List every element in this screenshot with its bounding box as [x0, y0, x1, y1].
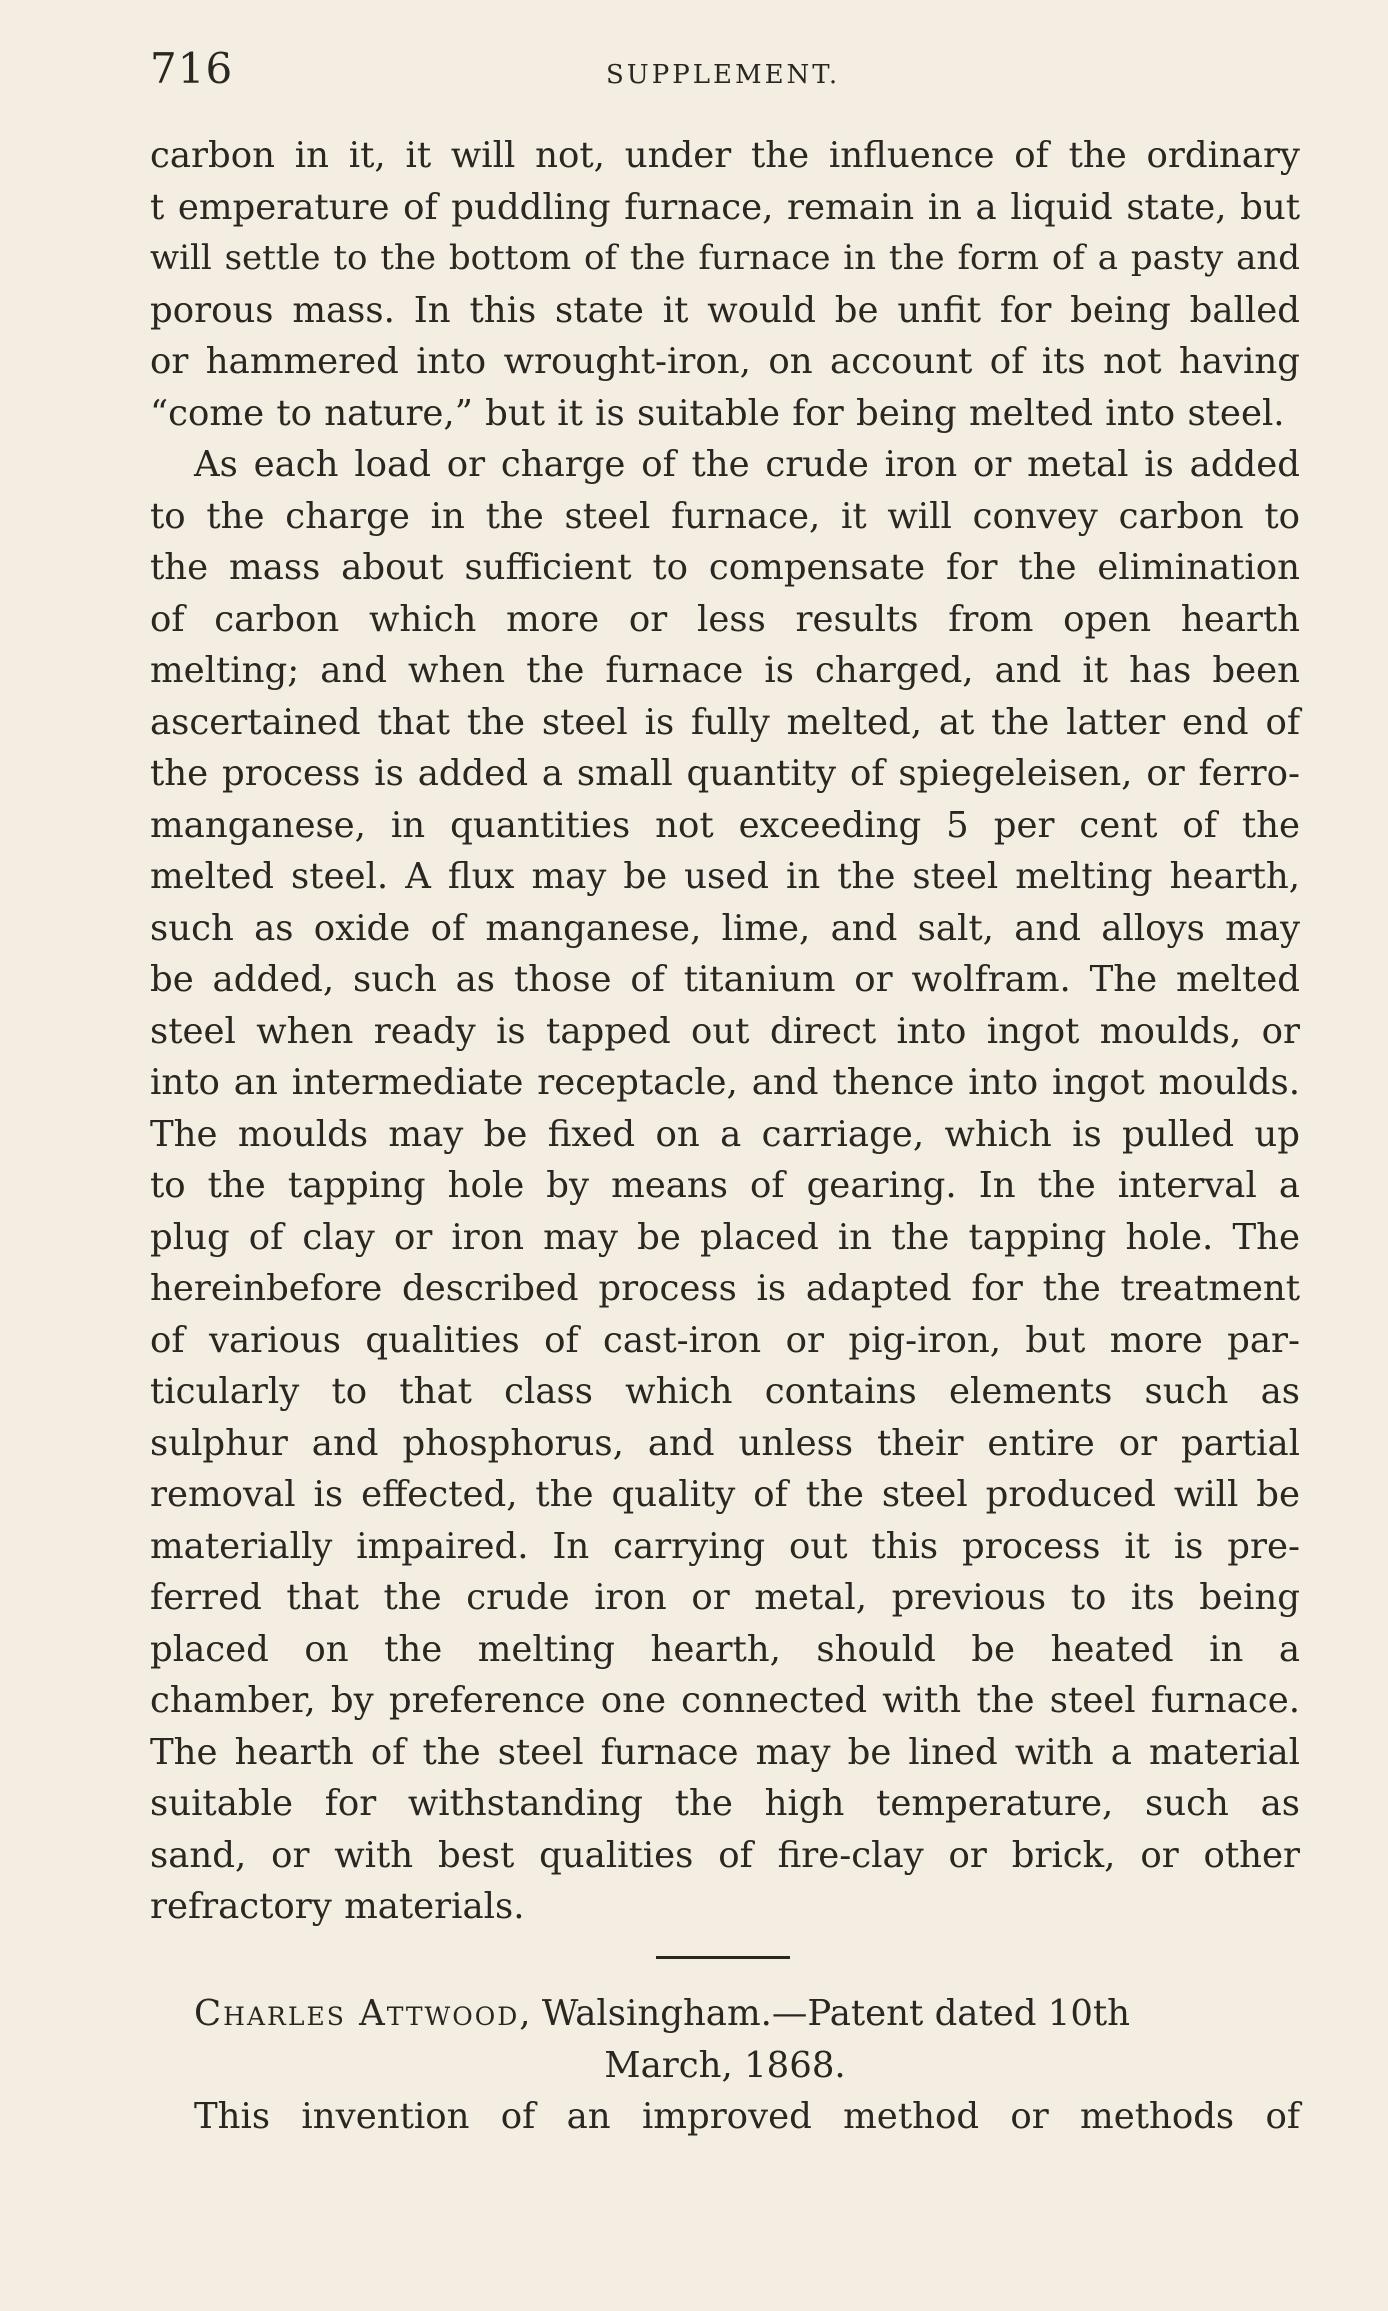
text-line: ascertained that the steel is fully melted, at the latter end of	[150, 701, 1300, 743]
patent-heading	[150, 1988, 1300, 2143]
text-line: porous mass. In this state it would be unfit for being balled	[150, 289, 1300, 331]
running-title: SUPPLEMENT.	[606, 60, 841, 90]
text-line: “come to nature,” but it is suitable for being melted into steel.	[150, 392, 1285, 434]
text-line: the process is added a small quantity of spiegeleisen, or ferro-	[150, 753, 1300, 794]
text-line: to the charge in the steel furnace, it will convey carbon to	[150, 495, 1300, 537]
text-line: to the tapping hole by means of gearing. In the interval a	[150, 1165, 1300, 1206]
text-line: steel when ready is tapped out direct into ingot moulds, or	[150, 1010, 1300, 1052]
text-line: As each load or charge of the crude iron or metal is added	[194, 444, 1300, 485]
text-line: removal is effected, the quality of the steel produced will be	[150, 1474, 1300, 1515]
text-line: chamber, by preference one connected with the steel furnace.	[150, 1680, 1300, 1721]
patent-place-date: , Walsingham.—Patent dated 10th	[519, 1993, 1131, 2034]
text-line: the mass about sufficient to compensate for the elimination	[150, 547, 1300, 588]
text-line: sand, or with best qualities of fire-clay or brick, or other	[150, 1834, 1300, 1876]
text-line: materially impaired. In carrying out this process it is pre-	[150, 1525, 1300, 1567]
text-line: melted steel. A flux may be used in the steel melting hearth,	[150, 856, 1300, 897]
text-line: ferred that the crude iron or metal, previous to its being	[150, 1577, 1300, 1618]
text-line: of carbon which more or less results from open hearth	[150, 598, 1300, 640]
text-line: manganese, in quantities not exceeding 5 per cent of the	[150, 804, 1300, 846]
patentee-name: Charles Attwood	[194, 1993, 520, 2034]
text-line: carbon in it, it will not, under the influence of the ordinary	[150, 135, 1300, 176]
text-line: such as oxide of manganese, lime, and salt, and alloys may	[150, 907, 1300, 949]
section-divider	[656, 1956, 790, 1959]
text-line: into an intermediate receptacle, and thence into ingot moulds.	[150, 1062, 1300, 1103]
text-line: refractory materials.	[150, 1886, 525, 1927]
text-line: or hammered into wrought-iron, on account of its not having	[150, 341, 1300, 382]
patent-date-line: March, 1868.	[604, 2044, 846, 2086]
text-line: plug of clay or iron may be placed in the tapping hole. The	[150, 1216, 1300, 1258]
text-line: be added, such as those of titanium or wolfram. The melted	[150, 959, 1300, 1000]
patent-heading-line	[150, 1988, 1300, 2040]
text-line: The moulds may be fixed on a carriage, which is pulled up	[150, 1113, 1300, 1155]
running-head	[150, 44, 1300, 104]
text-line: This invention of an improved method or methods of	[194, 2096, 1300, 2137]
text-line: suitable for withstanding the high temperature, such as	[150, 1783, 1300, 1824]
body-text	[150, 130, 1300, 1933]
text-line: The hearth of the steel furnace may be lined with a material	[150, 1731, 1300, 1773]
text-line: of various qualities of cast-iron or pig-iron, but more par-	[150, 1319, 1300, 1361]
text-line: ticularly to that class which contains elements such as	[150, 1371, 1300, 1412]
text-line: melting; and when the furnace is charged, and it has been	[150, 650, 1300, 691]
text-line: will settle to the bottom of the furnace in the form of a pasty and	[150, 238, 1300, 278]
text-line: t emperature of puddling furnace, remain in a liquid state, but	[150, 186, 1300, 228]
text-line: hereinbefore described process is adapted for the treatment	[150, 1268, 1300, 1309]
text-line: placed on the melting hearth, should be heated in a	[150, 1628, 1300, 1670]
text-line: sulphur and phosphorus, and unless their entire or partial	[150, 1422, 1300, 1464]
page-number: 716	[150, 44, 234, 93]
